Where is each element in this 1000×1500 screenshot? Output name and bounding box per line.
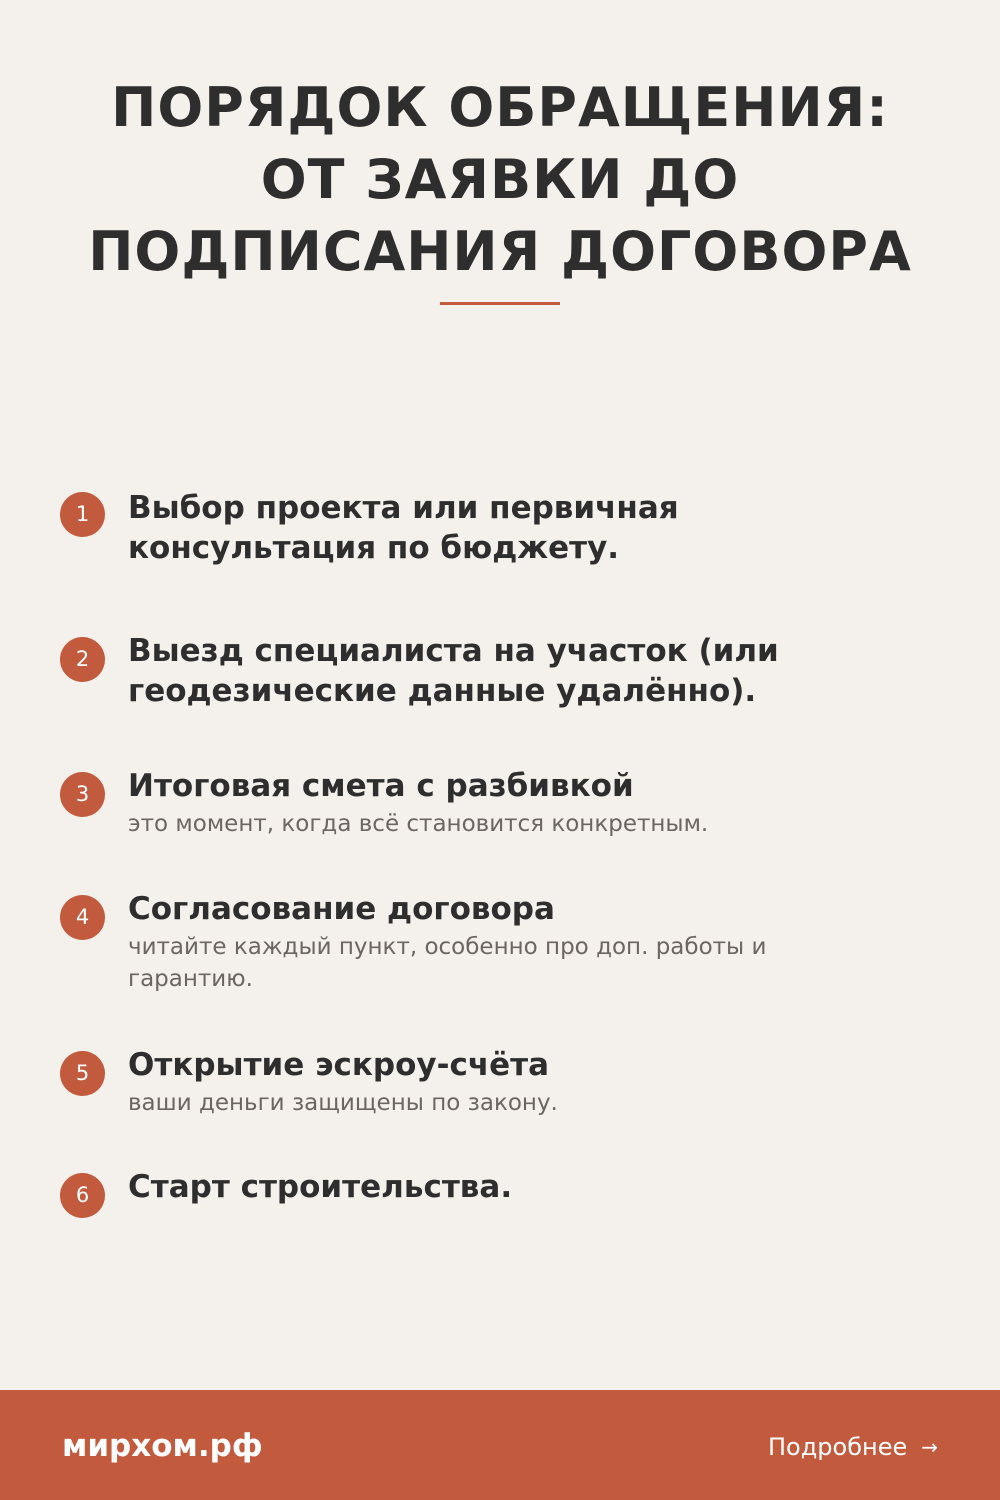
step-title [128, 889, 940, 929]
step-title-line: Старт строительства. [128, 1169, 513, 1205]
step-item-4 [60, 889, 940, 995]
steps-list [60, 488, 940, 1207]
step-description [128, 1087, 940, 1119]
title-underline [440, 302, 560, 305]
step-description [128, 808, 940, 840]
step-item-1 [60, 488, 940, 568]
more-link[interactable] [768, 1430, 938, 1464]
step-description-line: ваши деньги защищены по закону. [128, 1090, 558, 1116]
step-title-line: Выбор проекта или первичная [128, 490, 679, 526]
step-title [128, 1045, 940, 1085]
step-number-badge: 3 [60, 772, 105, 817]
step-title-line: геодезические данные удалённо). [128, 673, 757, 709]
step-title-line: Согласование договора [128, 891, 555, 927]
step-title [128, 1167, 940, 1207]
step-title [128, 766, 940, 806]
site-link[interactable]: мирхом.рф [62, 1428, 263, 1464]
step-item-2 [60, 631, 940, 711]
title-line: ПОРЯДОК ОБРАЩЕНИЯ: [111, 76, 889, 139]
step-number-badge: 2 [60, 637, 105, 682]
title-line: ОТ ЗАЯВКИ ДО [260, 148, 740, 211]
step-description [128, 931, 940, 995]
step-number-badge: 1 [60, 492, 105, 537]
step-title [128, 631, 940, 711]
footer-bar [0, 1390, 1000, 1500]
more-link-label: Подробнее [767, 1433, 908, 1461]
step-description-line: читайте каждый пункт, особенно про доп. работы и [128, 934, 767, 960]
step-title-line: Выезд специалиста на участок (или [128, 633, 779, 669]
page-header [0, 72, 1000, 305]
arrow-right-icon: → [921, 1435, 938, 1459]
step-description-line: это момент, когда всё становится конкретным. [128, 811, 709, 837]
step-number-badge: 4 [60, 895, 105, 940]
step-item-5 [60, 1045, 940, 1119]
step-description-line: гарантию. [128, 966, 253, 992]
step-title-line: консультация по бюджету. [128, 530, 620, 566]
step-title-line: Открытие эскроу-счёта [128, 1047, 550, 1083]
step-title-line: Итоговая смета с разбивкой [128, 768, 634, 804]
step-number-badge: 6 [60, 1173, 105, 1218]
page-title [0, 72, 1000, 288]
step-item-3 [60, 766, 940, 840]
title-line: ПОДПИСАНИЯ ДОГОВОРА [88, 220, 912, 283]
step-number-badge: 5 [60, 1051, 105, 1096]
step-title [128, 488, 940, 568]
step-item-6 [60, 1167, 940, 1207]
